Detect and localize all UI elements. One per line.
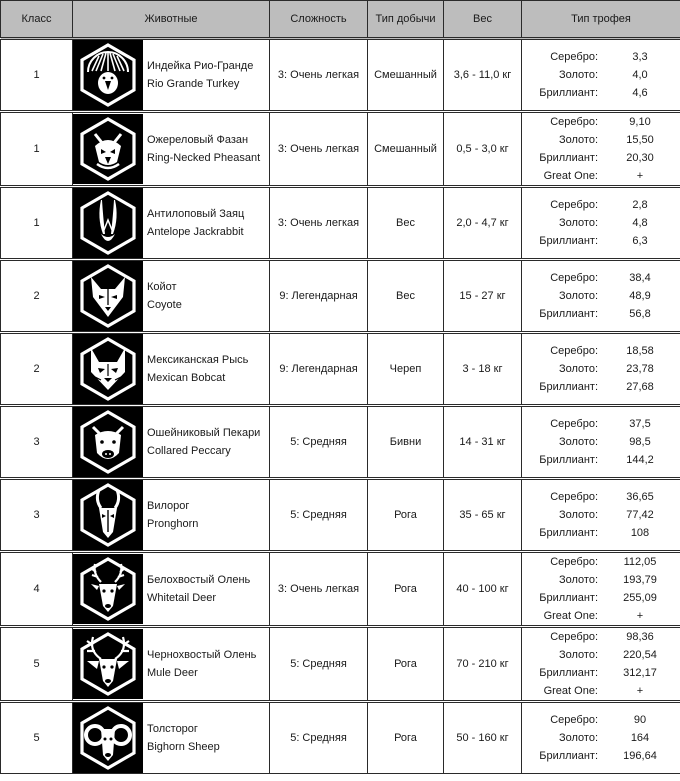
trophy-label: Бриллиант: (539, 152, 598, 164)
difficulty-cell: 3: Очень легкая (270, 552, 368, 627)
animal-name-en: Collared Peccary (147, 445, 231, 457)
coyote-icon (73, 261, 143, 331)
trophy-row (522, 607, 680, 625)
trophy-value: 4,8 (632, 217, 648, 229)
animal-cell (73, 260, 270, 333)
trophy-value: 15,50 (626, 134, 654, 146)
trophy-value: 4,6 (632, 87, 648, 99)
animal-name-ru: Койот (147, 281, 177, 293)
trophy-row (522, 360, 680, 378)
trophy-value: 77,42 (626, 509, 654, 521)
trophy-cell (522, 112, 680, 187)
animal-cell (73, 39, 270, 112)
weight-cell: 15 - 27 кг (444, 260, 522, 333)
header-animals: Животные (73, 1, 270, 39)
trophy-label: Серебро: (550, 556, 598, 568)
trophy-value: 2,8 (632, 199, 648, 211)
trophy-row (522, 571, 680, 589)
header-trophy-type: Тип трофея (522, 1, 680, 39)
trophy-table (522, 553, 680, 625)
peccary-icon (73, 407, 143, 477)
trophy-value: 27,68 (626, 381, 654, 393)
trophy-label: Золото: (558, 649, 598, 661)
trophy-cell (522, 187, 680, 260)
table-row (1, 627, 680, 702)
animal-name-en: Bighorn Sheep (147, 741, 220, 753)
animal-name-ru: Антилоповый Заяц (147, 208, 245, 220)
table-row (1, 112, 680, 187)
trophy-value: 164 (630, 732, 650, 744)
trophy-row (522, 451, 680, 469)
animal-name-ru: Чернохвостый Олень (147, 649, 257, 661)
trophy-row (522, 48, 680, 66)
trophy-value: 144,2 (626, 454, 654, 466)
animal-cell (73, 479, 270, 552)
weight-cell: 40 - 100 кг (444, 552, 522, 627)
trophy-row (522, 589, 680, 607)
trophy-value: 9,10 (629, 116, 651, 128)
trophy-label: Бриллиант: (539, 667, 598, 679)
trophy-label: Серебро: (550, 116, 598, 128)
trophy-row (522, 269, 680, 287)
prey-type-cell: Вес (368, 187, 444, 260)
trophy-label: Great One: (543, 170, 598, 182)
class-cell: 4 (1, 552, 73, 627)
trophy-row (522, 305, 680, 323)
class-cell: 3 (1, 479, 73, 552)
weight-cell: 3 - 18 кг (444, 333, 522, 406)
class-cell: 5 (1, 702, 73, 774)
weight-cell: 35 - 65 кг (444, 479, 522, 552)
class-cell: 5 (1, 627, 73, 702)
difficulty-cell: 5: Средняя (270, 479, 368, 552)
trophy-value: 20,30 (626, 152, 654, 164)
table-row (1, 260, 680, 333)
header-row (1, 1, 680, 39)
header-prey-type: Тип добычи (368, 1, 444, 39)
trophy-value: 312,17 (623, 667, 657, 679)
trophy-value: 18,58 (626, 345, 654, 357)
trophy-label: Серебро: (550, 51, 598, 63)
trophy-value: 4,0 (632, 69, 648, 81)
table-row (1, 187, 680, 260)
animal-name-ru: Ожереловый Фазан (147, 134, 249, 146)
prey-type-cell: Рога (368, 702, 444, 774)
trophy-label: Бриллиант: (539, 381, 598, 393)
difficulty-cell: 3: Очень легкая (270, 39, 368, 112)
animal-name-en: Rio Grande Turkey (147, 78, 240, 90)
difficulty-cell: 5: Средняя (270, 406, 368, 479)
trophy-row (522, 149, 680, 167)
animal-cell (73, 702, 270, 774)
trophy-row (522, 232, 680, 250)
prey-type-cell: Рога (368, 479, 444, 552)
trophy-label: Бриллиант: (539, 308, 598, 320)
trophy-table (522, 196, 680, 250)
trophy-label: Бриллиант: (539, 527, 598, 539)
weight-cell: 0,5 - 3,0 кг (444, 112, 522, 187)
prey-type-cell: Смешанный (368, 39, 444, 112)
trophy-label: Бриллиант: (539, 235, 598, 247)
table-row (1, 39, 680, 112)
trophy-label: Бриллиант: (539, 87, 598, 99)
class-cell: 2 (1, 333, 73, 406)
trophy-cell (522, 333, 680, 406)
weight-cell: 14 - 31 кг (444, 406, 522, 479)
difficulty-cell: 9: Легендарная (270, 333, 368, 406)
difficulty-cell: 5: Средняя (270, 702, 368, 774)
prey-type-cell: Смешанный (368, 112, 444, 187)
trophy-table (522, 415, 680, 469)
trophy-row (522, 628, 680, 646)
trophy-label: Бриллиант: (539, 750, 598, 762)
animal-name-en: Mexican Bobcat (147, 372, 226, 384)
animal-cell (73, 187, 270, 260)
trophy-table (522, 113, 680, 185)
pheasant-icon (73, 114, 143, 184)
header-difficulty: Сложность (270, 1, 368, 39)
trophy-value: 48,9 (629, 290, 651, 302)
trophy-value: + (636, 170, 644, 182)
trophy-label: Золото: (558, 574, 598, 586)
header-weight: Вес (444, 1, 522, 39)
trophy-row (522, 214, 680, 232)
header-class: Класс (1, 1, 73, 39)
trophy-label: Золото: (558, 290, 598, 302)
trophy-label: Золото: (558, 436, 598, 448)
trophy-row (522, 524, 680, 542)
animal-cell (73, 333, 270, 406)
trophy-row (522, 711, 680, 729)
prey-type-cell: Вес (368, 260, 444, 333)
trophy-value: 193,79 (623, 574, 657, 586)
trophy-label: Серебро: (550, 272, 598, 284)
trophy-value: 98,36 (626, 631, 654, 643)
trophy-cell (522, 552, 680, 627)
trophy-row (522, 433, 680, 451)
trophy-value: 37,5 (629, 418, 651, 430)
trophy-row (522, 729, 680, 747)
trophy-value: 6,3 (632, 235, 648, 247)
trophy-cell (522, 479, 680, 552)
trophy-row (522, 506, 680, 524)
trophy-cell (522, 627, 680, 702)
trophy-label: Золото: (558, 363, 598, 375)
trophy-label: Серебро: (550, 345, 598, 357)
class-cell: 1 (1, 112, 73, 187)
trophy-value: 90 (633, 714, 647, 726)
whitetail-deer-icon (73, 554, 143, 624)
trophy-value: 38,4 (629, 272, 651, 284)
trophy-row (522, 553, 680, 571)
pronghorn-icon (73, 480, 143, 550)
prey-type-cell: Череп (368, 333, 444, 406)
animal-cell (73, 552, 270, 627)
bighorn-sheep-icon (73, 703, 143, 773)
trophy-value: 56,8 (629, 308, 651, 320)
weight-cell: 50 - 160 кг (444, 702, 522, 774)
trophy-label: Бриллиант: (539, 592, 598, 604)
trophy-row (522, 378, 680, 396)
jackrabbit-icon (73, 188, 143, 258)
trophy-row (522, 84, 680, 102)
trophy-row (522, 415, 680, 433)
weight-cell: 2,0 - 4,7 кг (444, 187, 522, 260)
turkey-icon (73, 40, 143, 110)
difficulty-cell: 3: Очень легкая (270, 187, 368, 260)
trophy-label: Great One: (543, 610, 598, 622)
prey-type-cell: Рога (368, 552, 444, 627)
trophy-row (522, 488, 680, 506)
weight-cell: 3,6 - 11,0 кг (444, 39, 522, 112)
trophy-value: 220,54 (623, 649, 657, 661)
trophy-row (522, 664, 680, 682)
trophy-row (522, 342, 680, 360)
animal-name-ru: Вилорог (147, 500, 190, 512)
trophy-row (522, 131, 680, 149)
animal-name-en: Whitetail Deer (147, 592, 217, 604)
trophy-row (522, 747, 680, 765)
class-cell: 2 (1, 260, 73, 333)
trophy-row (522, 287, 680, 305)
trophy-table (522, 269, 680, 323)
animal-cell (73, 406, 270, 479)
difficulty-cell: 3: Очень легкая (270, 112, 368, 187)
trophy-label: Серебро: (550, 631, 598, 643)
table-row (1, 552, 680, 627)
animal-name-ru: Ошейниковый Пекари (147, 427, 261, 439)
difficulty-cell: 9: Легендарная (270, 260, 368, 333)
trophy-value: + (636, 610, 644, 622)
prey-type-cell: Бивни (368, 406, 444, 479)
weight-cell: 70 - 210 кг (444, 627, 522, 702)
trophy-label: Серебро: (550, 418, 598, 430)
trophy-value: 98,5 (629, 436, 651, 448)
trophy-cell (522, 406, 680, 479)
difficulty-cell: 5: Средняя (270, 627, 368, 702)
trophy-table (522, 48, 680, 102)
trophy-value: 255,09 (623, 592, 657, 604)
animal-name-en: Coyote (147, 299, 182, 311)
animal-cell (73, 112, 270, 187)
trophy-label: Бриллиант: (539, 454, 598, 466)
prey-type-cell: Рога (368, 627, 444, 702)
animal-name-en: Ring-Necked Pheasant (147, 152, 261, 164)
trophy-row (522, 196, 680, 214)
trophy-row (522, 66, 680, 84)
trophy-row (522, 646, 680, 664)
trophy-value: 3,3 (632, 51, 648, 63)
trophy-row (522, 167, 680, 185)
table-row (1, 479, 680, 552)
trophy-row (522, 682, 680, 700)
animal-name-ru: Белохвостый Олень (147, 574, 251, 586)
trophy-label: Золото: (558, 134, 598, 146)
table-row (1, 406, 680, 479)
trophy-value: 108 (630, 527, 650, 539)
trophy-value: 112,05 (623, 556, 657, 568)
trophy-label: Серебро: (550, 714, 598, 726)
table-row (1, 333, 680, 406)
trophy-cell (522, 702, 680, 774)
trophy-table (522, 342, 680, 396)
trophy-label: Серебро: (550, 491, 598, 503)
trophy-cell (522, 260, 680, 333)
trophy-value: 23,78 (626, 363, 654, 375)
trophy-label: Золото: (558, 732, 598, 744)
trophy-value: + (636, 685, 644, 697)
trophy-row (522, 113, 680, 131)
animal-name-en: Mule Deer (147, 667, 198, 679)
animal-name-ru: Индейка Рио-Гранде (147, 60, 254, 72)
animal-name-en: Antelope Jackrabbit (147, 226, 244, 238)
trophy-value: 196,64 (623, 750, 657, 762)
trophy-cell (522, 39, 680, 112)
trophy-table (522, 488, 680, 542)
class-cell: 1 (1, 39, 73, 112)
animal-name-en: Pronghorn (147, 518, 199, 530)
animal-name-ru: Мексиканская Рысь (147, 354, 249, 366)
trophy-label: Золото: (558, 509, 598, 521)
trophy-table (522, 628, 680, 700)
trophy-table (522, 711, 680, 765)
trophy-label: Золото: (558, 69, 598, 81)
trophy-value: 36,65 (626, 491, 654, 503)
bobcat-icon (73, 334, 143, 404)
table-row (1, 702, 680, 774)
trophy-label: Great One: (543, 685, 598, 697)
class-cell: 1 (1, 187, 73, 260)
animal-cell (73, 627, 270, 702)
animal-name-ru: Толсторог (147, 723, 198, 735)
trophy-label: Серебро: (550, 199, 598, 211)
trophy-label: Золото: (558, 217, 598, 229)
mule-deer-icon (73, 629, 143, 699)
class-cell: 3 (1, 406, 73, 479)
